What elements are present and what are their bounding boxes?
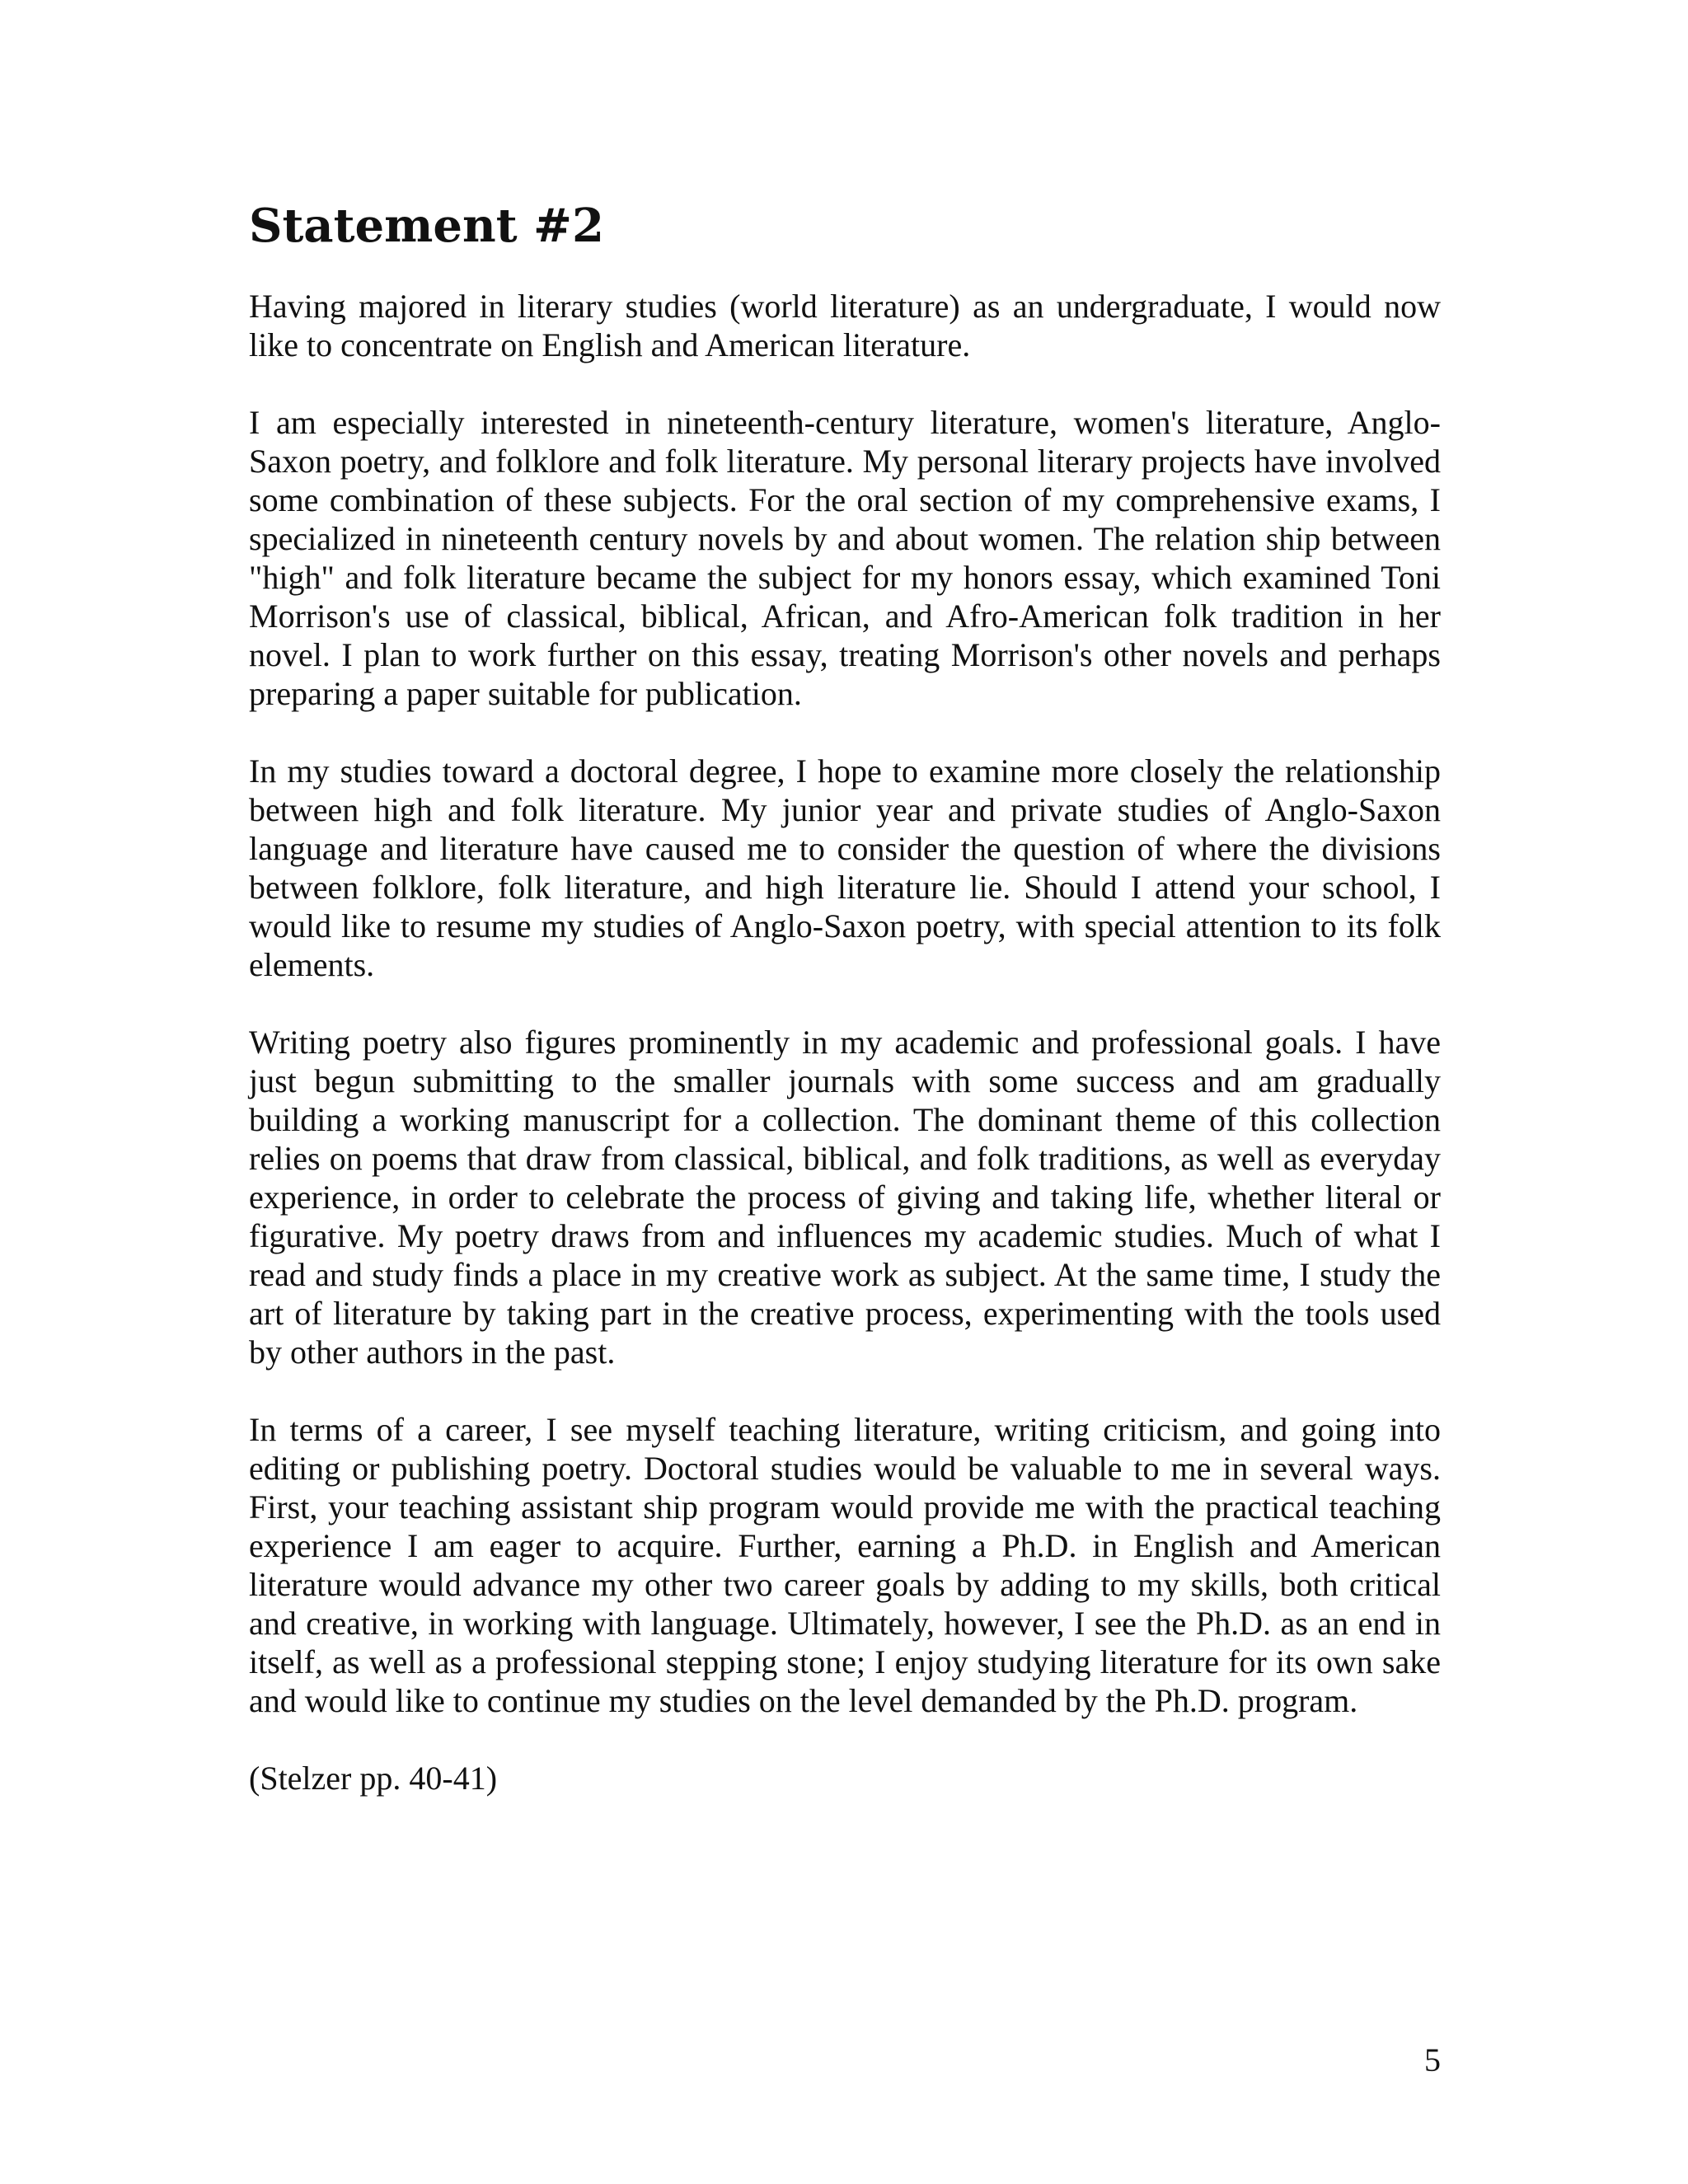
page-title: Statement #2 bbox=[249, 199, 604, 253]
citation: (Stelzer pp. 40-41) bbox=[249, 1760, 498, 1797]
paragraph-intro: Having majored in literary studies (world literature) as an undergraduate, I would now like to concentrate on English and American literature. bbox=[249, 288, 1441, 363]
paragraph-interests: I am especially interested in nineteenth-century literature, women's literature, Anglo-Saxon poetry, and folklore and folk literature. My personal literary projects have involved some combination of these subjects. For the oral section of my comprehensive exams, I specialized in nineteenth century novels by and about women. The relation ship between "high" and folk literature became the subject for my honors essay, which examined Toni Morrison's use of classical, biblical, African, and Afro-American folk tradition in her novel. I plan to work further on this essay, treating Morrison's other novels and perhaps preparing a paper suitable for publication. bbox=[249, 404, 1441, 712]
page-number: 5 bbox=[1424, 2041, 1441, 2079]
paragraph-career: In terms of a career, I see myself teaching literature, writing criticism, and going into editing or publishing poetry. Doctoral studies would be valuable to me in several ways. First, your teaching assistant ship program would provide me with the practical teaching experience I am eager to acquire. Further, earning a Ph.D. in English and American literature would advance my other two career goals by adding to my skills, both critical and creative, in working with language. Ultimately, however, I see the Ph.D. as an end in itself, as well as a professional stepping stone; I enjoy studying literature for its own sake and would like to continue my studies on the level demanded by the Ph.D. program. bbox=[249, 1411, 1441, 1719]
document-body bbox=[249, 194, 1441, 1797]
paragraph-poetry: Writing poetry also figures prominently in my academic and professional goals. I have just begun submitting to the smaller journals with some success and am gradually building a working manuscript for a collection. The dominant theme of this collection relies on poems that draw from classical, biblical, and folk traditions, as well as everyday experience, in order to celebrate the process of giving and taking life, whether literal or figurative. My poetry draws from and influences my academic studies. Much of what I read and study finds a place in my creative work as subject. At the same time, I study the art of literature by taking part in the creative process, experimenting with the tools used by other authors in the past. bbox=[249, 1024, 1441, 1371]
paragraph-doctoral-studies: In my studies toward a doctoral degree, I hope to examine more closely the relationship between high and folk literature. My junior year and private studies of Anglo-Saxon language and literature have caused me to consider the question of where the divisions between folklore, folk literature, and high literature lie. Should I attend your school, I would like to resume my studies of Anglo-Saxon poetry, with special attention to its folk elements. bbox=[249, 752, 1441, 983]
